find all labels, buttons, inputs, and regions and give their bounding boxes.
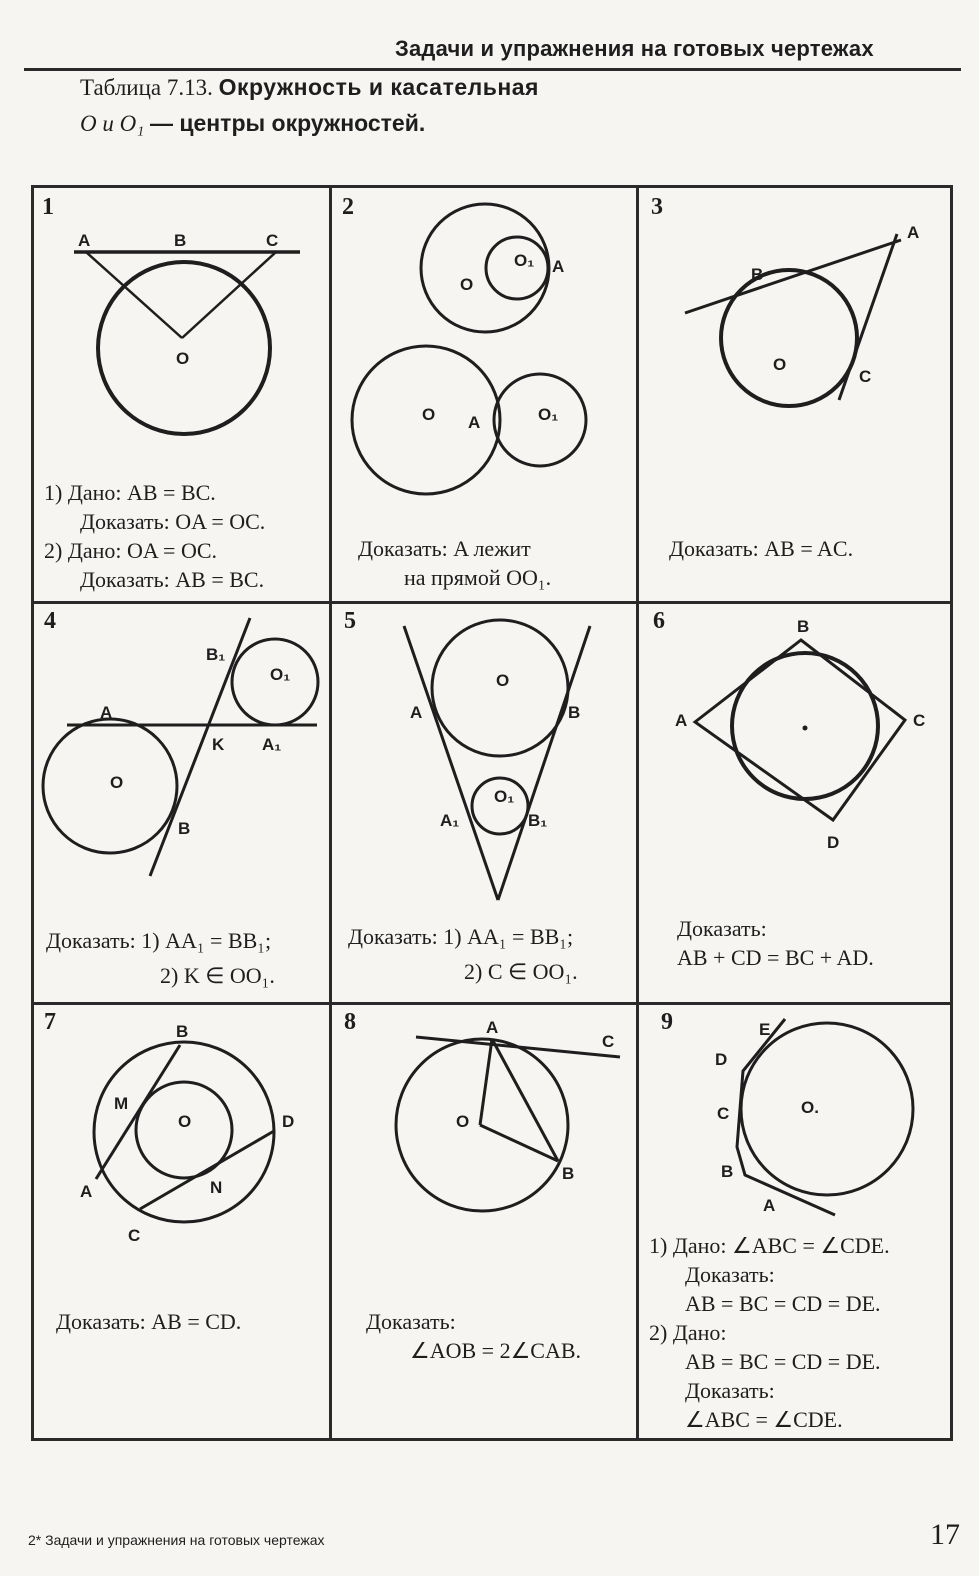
point-label: B <box>721 1162 734 1181</box>
task-line: Доказать: AB = BC. <box>80 567 265 592</box>
point-label: B₁ <box>528 811 548 830</box>
point-label: O <box>773 355 787 374</box>
task-line: 2) K ∈ OO₁. <box>160 963 275 988</box>
task-text <box>46 926 275 990</box>
point-label: B <box>176 1022 189 1041</box>
exercise-cell-4 <box>34 604 329 1002</box>
exercise-cell-2 <box>332 188 636 601</box>
point-label: B <box>174 231 187 250</box>
task-line: 2) Дано: <box>649 1320 727 1345</box>
exercise-number: 3 <box>651 194 663 220</box>
point-label: O₁ <box>538 405 559 424</box>
footer-text: 2* Задачи и упражнения на готовых чертежах <box>28 1532 325 1548</box>
task-text <box>677 914 874 972</box>
point-label: C <box>128 1226 141 1245</box>
point-label: A₁ <box>262 735 282 754</box>
figure-6 <box>639 604 950 884</box>
point-label: O₁ <box>494 787 515 806</box>
task-line: ∠ABC = ∠CDE. <box>685 1407 843 1432</box>
point-label: A₁ <box>440 811 460 830</box>
task-line: Доказать: 1) AA₁ = BB₁; <box>348 924 574 949</box>
figure-3 <box>639 188 950 508</box>
exercise-cell-9 <box>639 1005 950 1438</box>
point-label: O₁ <box>270 665 291 684</box>
point-label: A <box>468 413 481 432</box>
exercise-number: 6 <box>653 608 665 634</box>
task-line: Доказать: <box>366 1309 456 1334</box>
task-line: Доказать: <box>685 1378 775 1403</box>
figure-7 <box>34 1005 329 1265</box>
point-label: O <box>176 349 190 368</box>
circle <box>741 1023 913 1195</box>
subtitle-vars: O и O₁ <box>80 111 145 136</box>
task-line: 2) Дано: OA = OC. <box>44 538 218 563</box>
point-label: C <box>859 367 872 386</box>
tangent-left <box>404 626 498 900</box>
point-label: O <box>178 1112 192 1131</box>
point-label: O <box>422 405 436 424</box>
task-line: Доказать: <box>685 1262 775 1287</box>
point-label: N <box>210 1178 223 1197</box>
point-label: A <box>410 703 423 722</box>
segment-OB <box>480 1125 558 1161</box>
task-line: Доказать: <box>677 916 767 941</box>
point-label: B <box>568 703 581 722</box>
task-line: AB + CD = BC + AD. <box>677 945 874 970</box>
point-label: O₁ <box>514 251 535 270</box>
exercise-number: 1 <box>42 194 54 220</box>
task-line: AB = BC = CD = DE. <box>685 1291 881 1316</box>
center-dot <box>803 726 808 731</box>
task-text <box>56 1307 241 1336</box>
task-text <box>348 922 578 986</box>
tangent-AB <box>685 240 901 313</box>
exercise-cell-8 <box>332 1005 636 1438</box>
point-label: O. <box>801 1098 819 1117</box>
point-label: A <box>675 711 688 730</box>
task-line: Доказать: AB = AC. <box>669 536 854 561</box>
exercise-number: 2 <box>342 194 354 220</box>
table-number: Таблица 7.13. <box>80 75 213 100</box>
task-text <box>358 534 551 592</box>
task-line: на прямой OO₁. <box>404 565 552 590</box>
header-rule <box>24 68 961 71</box>
segment-OC <box>182 252 276 338</box>
circle-outer <box>94 1042 274 1222</box>
point-label: B <box>562 1164 575 1183</box>
task-text <box>669 534 853 563</box>
circle <box>98 262 270 434</box>
point-label: C <box>913 711 926 730</box>
point-label: A <box>552 257 565 276</box>
figure-2 <box>332 188 636 508</box>
running-head: Задачи и упражнения на готовых чертежах <box>395 36 874 61</box>
exercise-cell-5 <box>332 604 636 1002</box>
point-label: D <box>282 1112 295 1131</box>
task-line: 2) C ∈ OO₁. <box>464 959 578 984</box>
chord-AB <box>492 1039 558 1161</box>
task-text <box>44 478 265 594</box>
point-label: A <box>486 1018 499 1037</box>
point-label: A <box>78 231 91 250</box>
point-label: B <box>751 265 764 284</box>
point-label: O <box>110 773 124 792</box>
exercise-number: 7 <box>44 1009 56 1035</box>
exercise-number: 8 <box>344 1009 356 1035</box>
point-label: M <box>114 1094 129 1113</box>
figure-4 <box>34 604 329 904</box>
point-label: B <box>797 617 810 636</box>
point-label: A <box>907 223 920 242</box>
table-title <box>80 74 539 101</box>
point-label: D <box>827 833 840 852</box>
task-line: Доказать: AB = CD. <box>56 1309 242 1334</box>
figure-1 <box>34 188 329 488</box>
point-label: E <box>759 1020 771 1039</box>
exercise-number: 4 <box>44 608 56 634</box>
point-label: O <box>460 275 474 294</box>
task-text <box>649 1231 890 1434</box>
task-text <box>366 1307 581 1365</box>
subtitle-rest: — центры окружностей. <box>149 110 426 136</box>
table-title-text: Окружность и касательная <box>218 74 539 100</box>
point-label: A <box>100 703 113 722</box>
task-line: Доказать: A лежит <box>358 536 531 561</box>
exercise-number: 9 <box>661 1009 673 1035</box>
point-label: C <box>266 231 279 250</box>
task-line: AB = BC = CD = DE. <box>685 1349 881 1374</box>
task-line: 1) Дано: AB = BC. <box>44 480 216 505</box>
page-number: 17 <box>930 1518 960 1551</box>
figure-8 <box>332 1005 636 1265</box>
point-label: C <box>717 1104 730 1123</box>
task-line: Доказать: 1) AA₁ = BB₁; <box>46 928 272 953</box>
exercise-cell-1 <box>34 188 329 601</box>
tangent-right <box>498 626 590 900</box>
figure-9 <box>639 1005 950 1225</box>
task-line: Доказать: OA = OC. <box>80 509 266 534</box>
chord-AB <box>96 1045 180 1179</box>
circle <box>721 270 857 406</box>
exercise-cell-7 <box>34 1005 329 1438</box>
subtitle <box>80 110 425 137</box>
exercise-cell-6 <box>639 604 950 1002</box>
point-label: K <box>212 735 225 754</box>
point-label: C <box>602 1032 615 1051</box>
point-label: B₁ <box>206 645 226 664</box>
task-line: 1) Дано: ∠ABC = ∠CDE. <box>649 1233 890 1258</box>
point-label: O <box>496 671 510 690</box>
point-label: A <box>763 1196 776 1215</box>
quadrilateral-ABCD <box>695 640 905 820</box>
exercise-number: 5 <box>344 608 356 634</box>
segment-AO <box>480 1039 492 1125</box>
figure-5 <box>332 604 636 904</box>
point-label: A <box>80 1182 93 1201</box>
point-label: D <box>715 1050 728 1069</box>
exercise-cell-3 <box>639 188 950 601</box>
task-line: ∠AOB = 2∠CAB. <box>410 1338 582 1363</box>
point-label: B <box>178 819 191 838</box>
point-label: O <box>456 1112 470 1131</box>
